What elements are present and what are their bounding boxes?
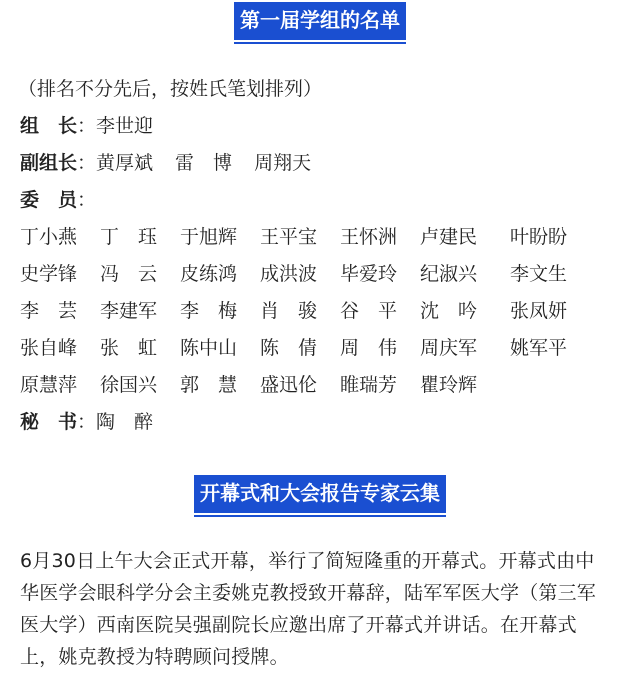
member-name: 王怀洲 [340,226,398,248]
member-name: 周 伟 [340,337,398,359]
member-name: 丁小燕 [20,226,78,248]
section-title-committee: 第一届学组的名单 [234,2,406,40]
member-name: 陈 倩 [260,337,318,359]
member-name: 王平宝 [260,226,318,248]
members-row [20,372,620,398]
member-name: 丁 珏 [100,226,158,248]
vice-leader-line [20,150,311,176]
member-name: 瞿玲辉 [420,374,478,396]
members-label: 委 员 [20,189,78,211]
vice-leader-name: 周翔天 [254,152,312,174]
members-row [20,335,620,361]
member-name: 皮练鸿 [180,263,238,285]
colon: ： [77,115,97,137]
members-line [20,187,96,213]
member-name: 周庆军 [420,337,478,359]
vice-leader-label: 副组长 [20,152,78,174]
secretary-label: 秘 书 [20,411,78,433]
member-name: 史学锋 [20,263,78,285]
member-name: 成洪波 [260,263,318,285]
member-name: 郭 慧 [180,374,238,396]
secretary-name: 陶 醉 [96,411,154,433]
paragraph-line: 6月30日上午大会正式开幕，举行了简短隆重的开幕式。开幕式由中 [20,550,595,572]
member-name: 张自峰 [20,337,78,359]
member-name: 张 虹 [100,337,158,359]
member-name: 张凤妍 [510,300,568,322]
secretary-line [20,409,153,435]
member-name: 陈中山 [180,337,238,359]
member-name: 李 芸 [20,300,78,322]
colon: ： [77,189,97,211]
member-name: 于旭辉 [180,226,238,248]
vice-leader-name: 黄厚斌 [96,152,154,174]
member-name: 卢建民 [420,226,478,248]
members-row [20,261,620,287]
paragraph-line: 华医学会眼科学分会主委姚克教授致开幕辞，陆军军医大学（第三军 [20,582,597,604]
member-name: 睢瑞芳 [340,374,398,396]
member-name: 盛迅伦 [260,374,318,396]
colon: ： [77,152,97,174]
member-name: 沈 吟 [420,300,478,322]
member-name: 李文生 [510,263,568,285]
member-name: 李 梅 [180,300,238,322]
members-row [20,298,620,324]
paragraph-line: 医大学）西南医院吴强副院长应邀出席了开幕式并讲话。在开幕式 [20,614,577,636]
section-title-opening: 开幕式和大会报告专家云集 [194,475,446,513]
member-name: 徐国兴 [100,374,158,396]
member-name: 纪淑兴 [420,263,478,285]
member-name: 毕爱玲 [340,263,398,285]
member-name: 冯 云 [100,263,158,285]
colon: ： [77,411,97,433]
opening-paragraph [20,545,624,673]
member-name: 谷 平 [340,300,398,322]
ordering-note: （排名不分先后，按姓氏笔划排列） [18,78,323,100]
member-name: 叶盼盼 [510,226,568,248]
member-name: 原慧萍 [20,374,78,396]
members-row [20,224,620,250]
member-name: 肖 骏 [260,300,318,322]
leader-label: 组 长 [20,115,78,137]
paragraph-line: 上，姚克教授为特聘顾问授牌。 [20,646,289,668]
leader-line [20,113,153,139]
vice-leader-name: 雷 博 [175,152,233,174]
leader-name: 李世迎 [96,115,154,137]
member-name: 姚军平 [510,337,568,359]
member-name: 李建军 [100,300,158,322]
